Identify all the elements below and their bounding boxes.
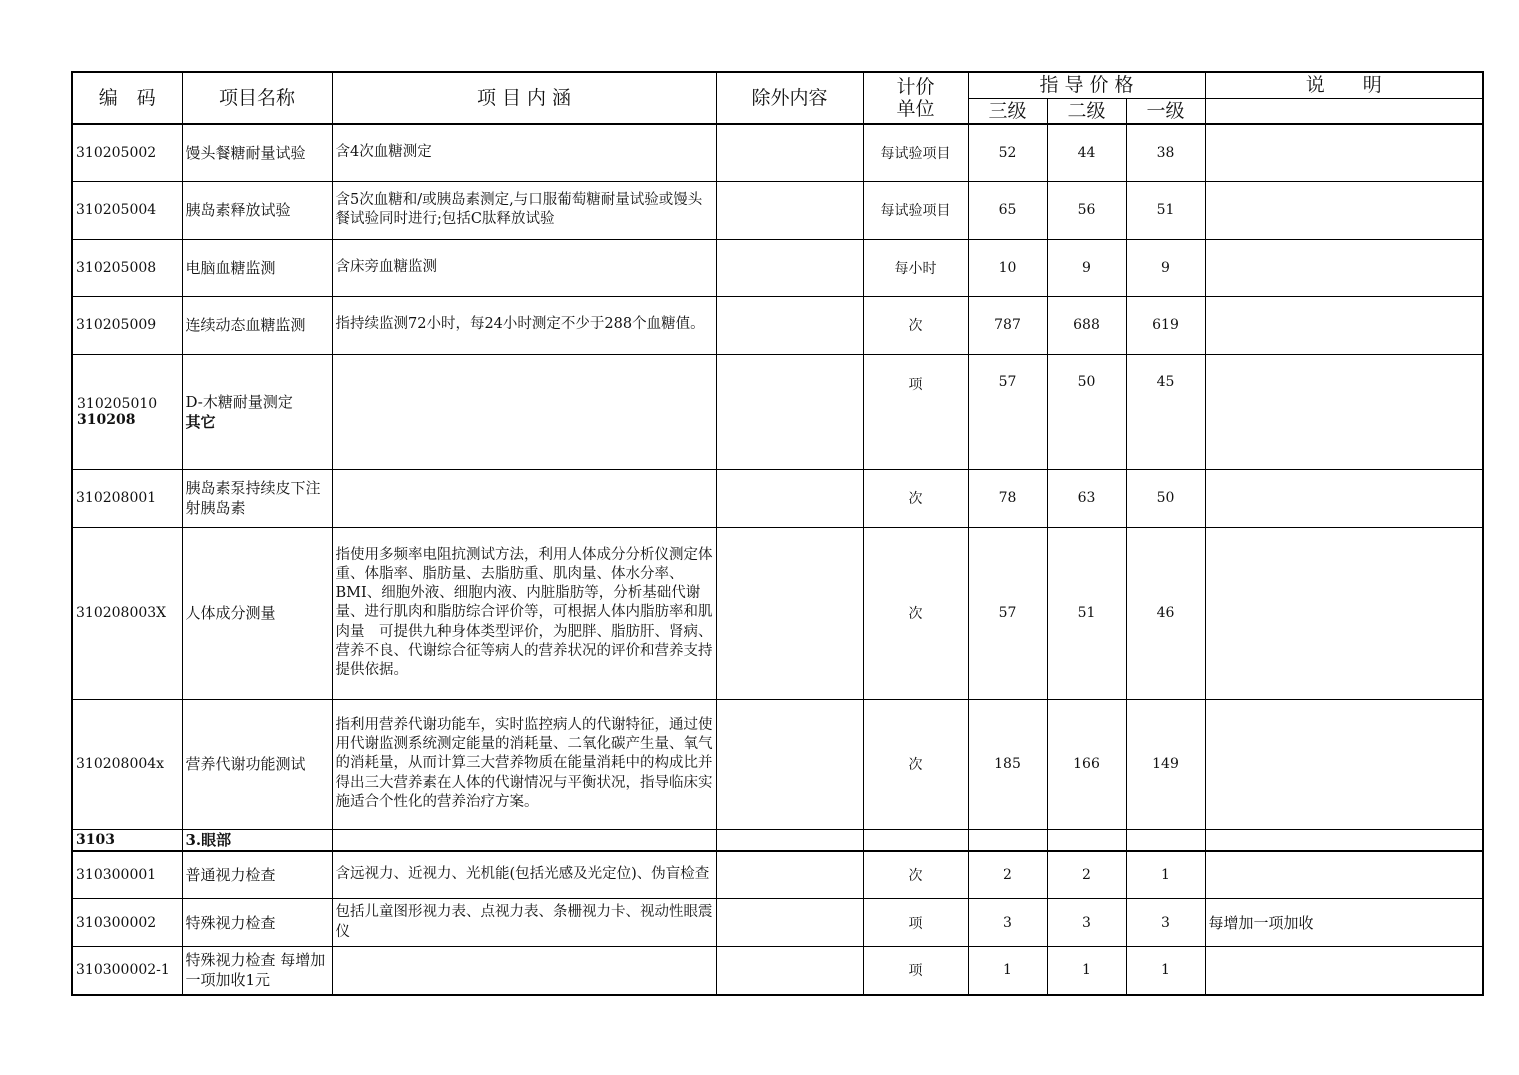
- row-content: 指使用多频率电阻抗测试方法，利用人体成分分析仪测定体重、体脂率、脂肪量、去脂肪重、肌肉量、体水分率、BMI、细胞外液、细胞内液、内脏脂肪等，分析基础代谢量、进行肌肉和脂肪综合评价等，可根据人体内脂肪率和肌肉量 可提供九种身体类型评价，为肥胖、脂肪肝、肾病、营养不良、代谢综合征等病人的营养状况的评价和营养支持提供依据。: [332, 527, 716, 699]
- row-code: 310300002: [72, 899, 182, 947]
- row-note: [1205, 239, 1483, 296]
- row-excluded: [716, 527, 863, 699]
- row-code: 310300001: [72, 851, 182, 899]
- row-name: 胰岛素释放试验: [182, 181, 332, 239]
- table-row: [72, 181, 1483, 239]
- row-content: 含4次血糖测定: [332, 124, 716, 181]
- row-excluded: [716, 699, 863, 829]
- row-note: [1205, 124, 1483, 181]
- row-name: 人体成分测量: [182, 527, 332, 699]
- row-name: 普通视力检查: [182, 851, 332, 899]
- row-name: 电脑血糖监测: [182, 239, 332, 296]
- row-price-level1: 50: [1126, 469, 1205, 527]
- row-price-level3: 1: [968, 947, 1047, 995]
- row-price-level3: 10: [968, 239, 1047, 296]
- row-unit: 次: [863, 296, 968, 354]
- row-unit: 次: [863, 469, 968, 527]
- table-row: [72, 469, 1483, 527]
- row-name: 营养代谢功能测试: [182, 699, 332, 829]
- row-code: 310300002-1: [72, 947, 182, 995]
- header-note-blank: [1205, 98, 1483, 124]
- row-excluded: [716, 181, 863, 239]
- row-unit: 次: [863, 699, 968, 829]
- row-price-level1: 1: [1126, 851, 1205, 899]
- header-unit-line1: 计价: [896, 76, 935, 98]
- row-price-level1: 46: [1126, 527, 1205, 699]
- row-note: [1205, 354, 1483, 469]
- row-price-level3: 185: [968, 699, 1047, 829]
- section-row: [72, 829, 1483, 851]
- row-price-level3: 787: [968, 296, 1047, 354]
- header-code: 编 码: [72, 72, 182, 124]
- row-price-level2: 166: [1047, 699, 1126, 829]
- table-row: [72, 899, 1483, 947]
- row-price-level2: 3: [1047, 899, 1126, 947]
- header-level2: 二级: [1047, 98, 1126, 124]
- table-row: [72, 851, 1483, 899]
- section-blank: [1126, 829, 1205, 851]
- section-code: 3103: [72, 829, 182, 851]
- row-price-level1: 51: [1126, 181, 1205, 239]
- section-blank: [716, 829, 863, 851]
- row-price-level1: 38: [1126, 124, 1205, 181]
- header-level1: 一级: [1126, 98, 1205, 124]
- table-row: [72, 527, 1483, 699]
- row-note: 每增加一项加收: [1205, 899, 1483, 947]
- row-content: 含远视力、近视力、光机能(包括光感及光定位)、伪盲检查: [332, 851, 716, 899]
- row-excluded: [716, 947, 863, 995]
- row-content: 包括儿童图形视力表、点视力表、条栅视力卡、视动性眼震仪: [332, 899, 716, 947]
- row-name: 特殊视力检查 每增加一项加收1元: [182, 947, 332, 995]
- row-price-level3: 57: [968, 527, 1047, 699]
- row-content: [332, 469, 716, 527]
- row-unit: 次: [863, 527, 968, 699]
- row-price-level2: 50: [1047, 354, 1126, 469]
- row-code: 310208003X: [72, 527, 182, 699]
- row-price-level3: 78: [968, 469, 1047, 527]
- row-name: 胰岛素泵持续皮下注射胰岛素: [182, 469, 332, 527]
- row-price-level3: 2: [968, 851, 1047, 899]
- row-price-level3: 52: [968, 124, 1047, 181]
- row-code: 310205010: [77, 395, 158, 412]
- table-row: [72, 124, 1483, 181]
- row-price-level1: 9: [1126, 239, 1205, 296]
- row-price-level1: 619: [1126, 296, 1205, 354]
- row-note: [1205, 469, 1483, 527]
- row-unit: 项: [863, 947, 968, 995]
- row-price-level2: 2: [1047, 851, 1126, 899]
- subsection-code: 310208: [77, 411, 136, 428]
- row-code-cell: [72, 354, 182, 469]
- price-table: [71, 71, 1484, 996]
- row-excluded: [716, 469, 863, 527]
- row-content: [332, 947, 716, 995]
- header-guide-price: 指 导 价 格: [968, 72, 1205, 98]
- row-excluded: [716, 899, 863, 947]
- row-excluded: [716, 239, 863, 296]
- row-price-level1: 45: [1126, 354, 1205, 469]
- header-name: 项目名称: [182, 72, 332, 124]
- row-content: [332, 354, 716, 469]
- row-code: 310205004: [72, 181, 182, 239]
- row-code: 310205008: [72, 239, 182, 296]
- row-code: 310208001: [72, 469, 182, 527]
- row-name: D-木糖耐量测定: [185, 392, 293, 411]
- row-price-level3: 57: [968, 354, 1047, 469]
- row-name-cell: [182, 354, 332, 469]
- row-price-level2: 51: [1047, 527, 1126, 699]
- header-unit-line2: 单位: [896, 98, 935, 120]
- row-unit: 项: [863, 899, 968, 947]
- row-excluded: [716, 354, 863, 469]
- row-note: [1205, 947, 1483, 995]
- table-row: [72, 239, 1483, 296]
- header-content: 项 目 内 涵: [332, 72, 716, 124]
- row-name: 连续动态血糖监测: [182, 296, 332, 354]
- row-note: [1205, 851, 1483, 899]
- row-code: 310205002: [72, 124, 182, 181]
- row-note: [1205, 296, 1483, 354]
- row-price-level2: 688: [1047, 296, 1126, 354]
- row-price-level2: 63: [1047, 469, 1126, 527]
- row-unit: 每试验项目: [863, 124, 968, 181]
- row-price-level1: 149: [1126, 699, 1205, 829]
- row-unit: 每试验项目: [863, 181, 968, 239]
- row-price-level3: 65: [968, 181, 1047, 239]
- row-price-level1: 1: [1126, 947, 1205, 995]
- row-name: 特殊视力检查: [182, 899, 332, 947]
- row-code: 310208004x: [72, 699, 182, 829]
- row-excluded: [716, 124, 863, 181]
- row-note: [1205, 181, 1483, 239]
- row-unit: 每小时: [863, 239, 968, 296]
- header-unit: [863, 72, 968, 124]
- header-level3: 三级: [968, 98, 1047, 124]
- section-blank: [332, 829, 716, 851]
- row-excluded: [716, 851, 863, 899]
- row-content: 含5次血糖和/或胰岛素测定,与口服葡萄糖耐量试验或馒头餐试验同时进行;包括C肽释放试验: [332, 181, 716, 239]
- row-price-level2: 1: [1047, 947, 1126, 995]
- row-unit: 次: [863, 851, 968, 899]
- header-excluded: 除外内容: [716, 72, 863, 124]
- row-content: 指利用营养代谢功能车，实时监控病人的代谢特征，通过使用代谢监测系统测定能量的消耗量、二氧化碳产生量、氧气的消耗量，从而计算三大营养物质在能量消耗中的构成比并得出三大营养素在人体的代谢情况与平衡状况，指导临床实施适合个性化的营养治疗方案。: [332, 699, 716, 829]
- row-unit: 项: [863, 354, 968, 469]
- row-price-level2: 9: [1047, 239, 1126, 296]
- row-price-level2: 44: [1047, 124, 1126, 181]
- row-note: [1205, 527, 1483, 699]
- subsection-name: 其它: [185, 412, 216, 431]
- row-code: 310205009: [72, 296, 182, 354]
- table-row: [72, 296, 1483, 354]
- row-name: 馒头餐糖耐量试验: [182, 124, 332, 181]
- table-row: [72, 947, 1483, 995]
- row-content: 指持续监测72小时，每24小时测定不少于288个血糖值。: [332, 296, 716, 354]
- row-note: [1205, 699, 1483, 829]
- header-note: 说 明: [1205, 72, 1483, 98]
- section-blank: [968, 829, 1047, 851]
- row-content: 含床旁血糖监测: [332, 239, 716, 296]
- section-blank: [1047, 829, 1126, 851]
- section-blank: [1205, 829, 1483, 851]
- section-name: 3.眼部: [182, 829, 332, 851]
- row-excluded: [716, 296, 863, 354]
- row-price-level3: 3: [968, 899, 1047, 947]
- row-price-level2: 56: [1047, 181, 1126, 239]
- table-row: [72, 354, 1483, 469]
- table-row: [72, 699, 1483, 829]
- section-blank: [863, 829, 968, 851]
- row-price-level1: 3: [1126, 899, 1205, 947]
